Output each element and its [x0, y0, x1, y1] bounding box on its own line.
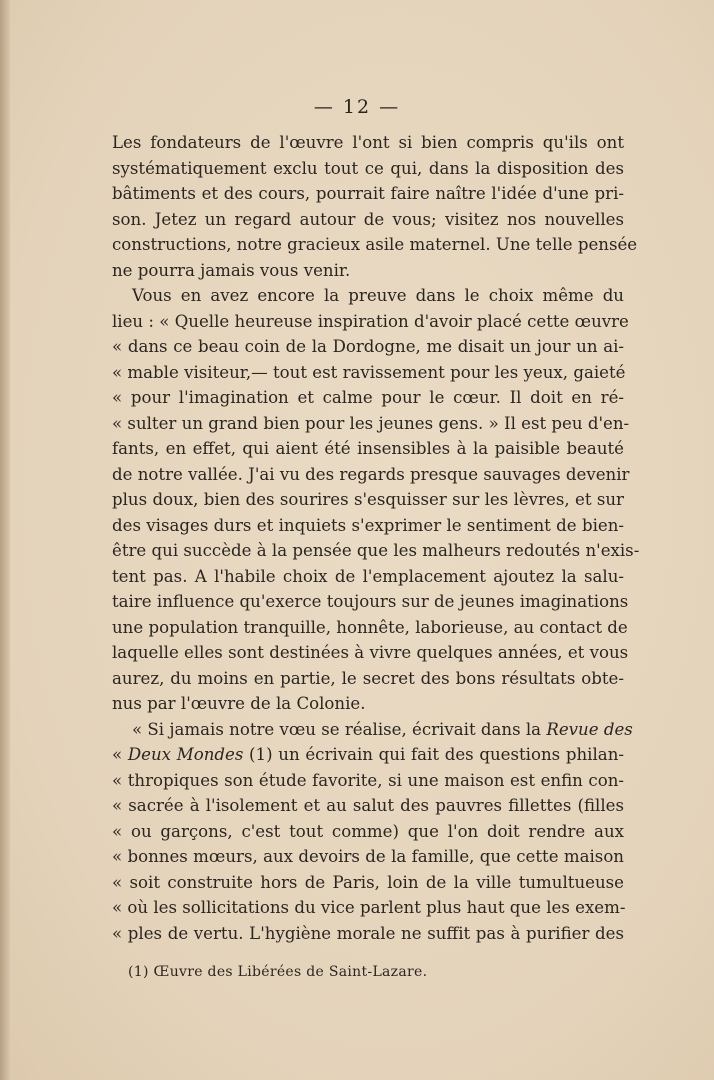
text-line: « dans ce beau coin de la Dordogne, me disait un jour un ai-	[112, 337, 624, 356]
text-line: une population tranquille, honnête, laborieuse, au contact de	[112, 617, 628, 637]
text-line: aurez, du moins en partie, le secret des bons résultats obte-	[112, 668, 624, 688]
text-line: « soit construite hors de Paris, loin de la ville tumultueuse	[112, 872, 624, 892]
page-binding-edge	[0, 0, 10, 1080]
italic-title: Deux Mondes	[127, 745, 244, 764]
text-line: « sulter un grand bien pour les jeunes gens. » Il est peu d'en-	[112, 413, 630, 433]
text-line: « bonnes mœurs, aux devoirs de la famille, que cette maison	[112, 847, 624, 866]
text-line: des visages durs et inquiets s'exprimer le sentiment de bien-	[112, 515, 624, 535]
text-line: nus par l'œuvre de la Colonie.	[112, 694, 366, 713]
text-line: bâtiments et des cours, pourrait faire naître l'idée d'une pri-	[112, 184, 624, 203]
text-line: être qui succède à la pensée que les malheurs redoutés n'exis-	[112, 541, 640, 560]
text-line: taire influence qu'exerce toujours sur de jeunes imaginations	[112, 592, 629, 611]
body-text	[112, 130, 640, 946]
text-line: systématiquement exclu tout ce qui, dans la disposition des	[112, 158, 624, 178]
page-number: — 12 —	[313, 96, 401, 118]
text-line: tent pas. A l'habile choix de l'emplacement ajoutez la salu-	[112, 566, 624, 586]
italic-title: Revue des	[546, 719, 633, 739]
text-line: « ples de vertu. L'hygiène morale ne suffit pas à purifier des	[112, 923, 624, 943]
text-line-with-italic	[112, 717, 633, 743]
text-segment: « Si jamais notre vœu se réalise, écrivait dans la	[132, 719, 542, 739]
text-line: constructions, notre gracieux asile maternel. Une telle pensée	[112, 235, 638, 254]
text-line: « thropiques son étude favorite, si une maison est enfin con-	[112, 770, 624, 790]
text-line: « sacrée à l'isolement et au salut des pauvres fillettes (filles	[112, 796, 624, 815]
text-line: plus doux, bien des sourires s'esquisser sur les lèvres, et sur	[112, 490, 624, 509]
text-line: Les fondateurs de l'œuvre l'ont si bien compris qu'ils ont	[112, 133, 624, 152]
text-line: « pour l'imagination et calme pour le cœur. Il doit en ré-	[112, 388, 624, 407]
text-line: laquelle elles sont destinées à vivre quelques années, et vous	[112, 643, 629, 662]
text-line: Vous en avez encore la preuve dans le choix même du	[132, 286, 624, 305]
text-line: « mable visiteur,— tout est ravissement pour les yeux, gaieté	[112, 362, 626, 382]
text-line: de notre vallée. J'ai vu des regards presque sauvages devenir	[112, 464, 630, 484]
text-line: lieu : « Quelle heureuse inspiration d'avoir placé cette œuvre	[112, 311, 629, 331]
text-segment: «	[112, 745, 128, 764]
text-line-with-italic	[112, 742, 624, 768]
text-line: ne pourra jamais vous venir.	[112, 260, 351, 280]
text-segment: (1) un écrivain qui fait des questions philan-	[243, 745, 624, 764]
text-line: fants, en effet, qui aient été insensibles à la paisible beauté	[112, 439, 624, 458]
text-line: son. Jetez un regard autour de vous; visitez nos nouvelles	[112, 209, 624, 229]
text-line: « ou garçons, c'est tout comme) que l'on doit rendre aux	[112, 821, 624, 841]
text-line: « où les sollicitations du vice parlent plus haut que les exem-	[112, 898, 626, 917]
footnote: (1) Œuvre des Libérées de Saint-Lazare.	[128, 964, 428, 980]
